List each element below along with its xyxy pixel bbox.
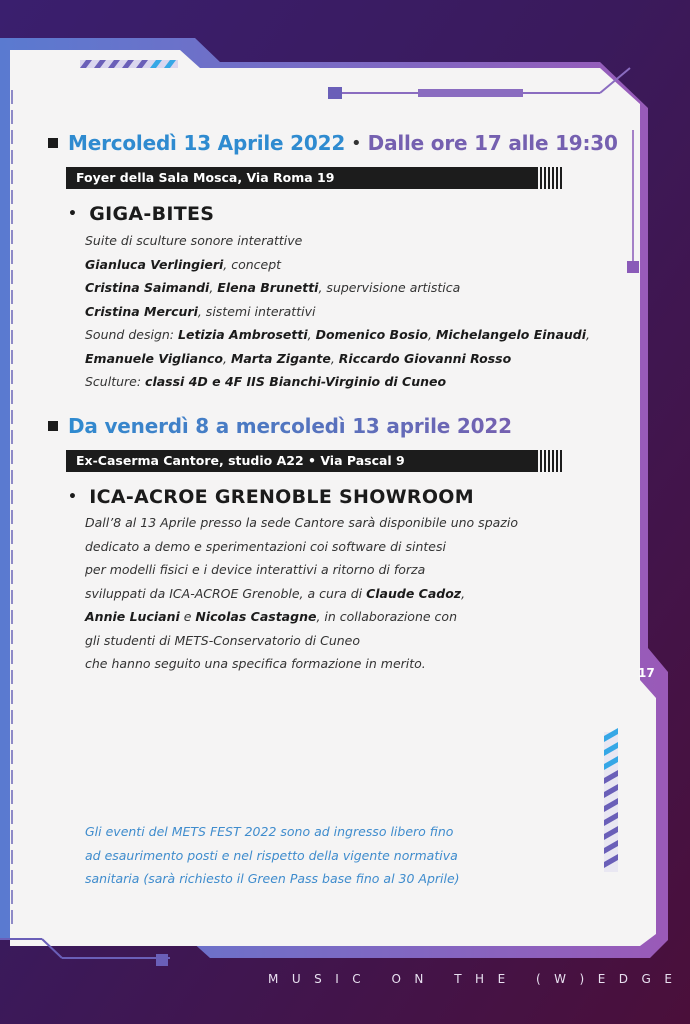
square-bullet-icon (48, 138, 58, 148)
event-2-title-row (68, 486, 474, 508)
event-1-date: Mercoledì 13 Aprile 2022 (68, 131, 346, 155)
bullet-dot-icon: • (68, 206, 78, 222)
credit-line-1: Gianluca Verlingieri, concept (85, 256, 282, 272)
desc-line-5: Annie Luciani e Nicolas Castagne, in collaborazione con (85, 609, 457, 624)
credit-line-3: Cristina Mercuri, sistemi interattivi (85, 303, 316, 319)
note-line-2: ad esaurimento posti e nel rispetto della vigente normativa (85, 847, 458, 863)
event-2-date: Da venerdì 8 a mercoledì 13 aprile 2022 (68, 414, 512, 438)
event-1-venue-bar: Foyer della Sala Mosca, Via Roma 19 (66, 167, 538, 189)
desc-line-1: Dall’8 al 13 Aprile presso la sede Cantore sarà disponibile uno spazio (85, 515, 518, 530)
note-line-3: sanitaria (sarà richiesto il Green Pass base fino al 30 Aprile) (85, 871, 460, 887)
sound-design-line-2: Emanuele Viglianco, Marta Zigante, Riccardo Giovanni Rosso (85, 350, 512, 366)
event-1-time: Dalle ore 17 alle 19:30 (367, 131, 618, 155)
credit-line-2: Cristina Saimandi, Elena Brunetti, supervisione artistica (85, 280, 461, 295)
event-2-title: ICA-ACROE GRENOBLE SHOWROOM (89, 486, 474, 508)
event-1-title: GIGA-BITES (89, 203, 215, 225)
event-2-description (85, 511, 518, 676)
event-1-details (85, 229, 590, 394)
desc-line-6: gli studenti di METS-Conservatorio di Cuneo (85, 632, 360, 648)
bullet-dot-icon: • (68, 489, 78, 505)
bar-ticks-decoration (540, 167, 564, 189)
event-2-header (48, 414, 512, 438)
sculpture-line: Sculture: classi 4D e 4F IIS Bianchi-Virginio di Cuneo (85, 374, 447, 389)
event-1-header (48, 131, 618, 155)
page-number: 17 (638, 666, 655, 680)
desc-line-7: che hanno seguito una specifica formazione in merito. (85, 656, 426, 671)
desc-line-3: per modelli fisici e i device interattivi a ritorno di forza (85, 562, 426, 577)
separator-dot: • (351, 132, 362, 154)
square-bullet-icon (48, 421, 58, 431)
event-1-subtitle: Suite di sculture sonore interattive (85, 233, 303, 248)
desc-line-2: dedicato a demo e sperimentazioni coi software di sintesi (85, 538, 446, 554)
sound-design-line-1: Sound design: Letizia Ambrosetti, Domenico Bosio, Michelangelo Einaudi, (85, 327, 591, 342)
event-1-title-row (68, 203, 214, 225)
event-2-venue-bar: Ex-Caserma Cantore, studio A22 • Via Pascal 9 (66, 450, 538, 472)
bar-ticks-decoration (540, 450, 564, 472)
note-line-1: Gli eventi del METS FEST 2022 sono ad ingresso libero fino (85, 824, 454, 839)
footer-tagline: MUSIC ON THE (W)EDGE (268, 972, 686, 986)
entry-note (85, 820, 460, 891)
desc-line-4: sviluppati da ICA-ACROE Grenoble, a cura di Claude Cadoz, (85, 585, 466, 601)
